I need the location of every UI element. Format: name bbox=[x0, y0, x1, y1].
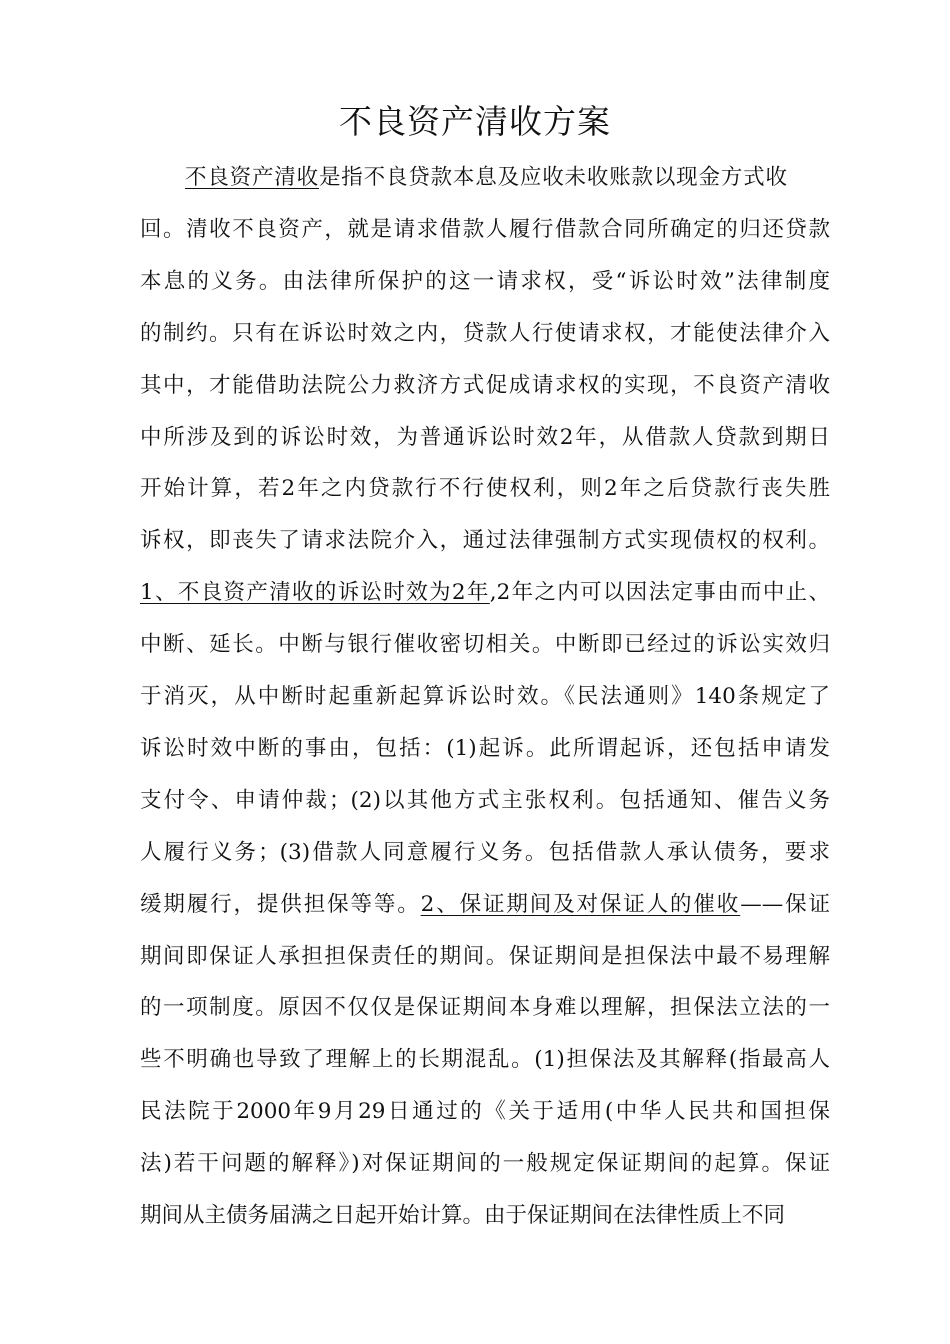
text-line bbox=[140, 679, 830, 715]
text-segment: 回。清收不良资产，就是请求借款人履行借款合同所确定的归还贷款 bbox=[140, 216, 830, 242]
document-title: 不良资产清收方案 bbox=[339, 102, 611, 141]
text-line bbox=[140, 990, 830, 1026]
text-segment: 些不明确也导致了理解上的长期混乱。(1)担保法及其解释(指最高人 bbox=[140, 1047, 830, 1073]
text-segment: 其中，才能借助法院公力救济方式促成请求权的实现，不良资产清收 bbox=[140, 372, 830, 398]
text-segment: 中断、延长。中断与银行催收密切相关。中断即已经过的诉讼实效归 bbox=[140, 632, 830, 658]
text-line bbox=[140, 1042, 830, 1078]
text-line bbox=[140, 368, 830, 404]
underlined-text: 不良资产清收 bbox=[185, 165, 319, 190]
text-segment: 民法院于2000年9月29日通过的《关于适用(中华人民共和国担保 bbox=[140, 1099, 830, 1125]
text-segment: 的制约。只有在诉讼时效之内，贷款人行使请求权，才能使法律介入 bbox=[140, 320, 830, 346]
text-line bbox=[140, 316, 830, 352]
text-line bbox=[140, 835, 830, 871]
text-line bbox=[140, 887, 830, 923]
underlined-text: 2、保证期间及对保证人的催收 bbox=[420, 891, 741, 917]
text-line bbox=[140, 731, 830, 767]
text-segment: 支付令、申请仲裁；(2)以其他方式主张权利。包括通知、催告义务 bbox=[140, 787, 830, 813]
text-segment: 期间即保证人承担担保责任的期间。保证期间是担保法中最不易理解 bbox=[140, 943, 830, 969]
text-line bbox=[140, 523, 830, 559]
text-line bbox=[140, 471, 830, 507]
text-line bbox=[140, 212, 830, 248]
text-segment: 人履行义务；(3)借款人同意履行义务。包括借款人承认债务，要求 bbox=[140, 839, 830, 865]
text-segment: 开始计算，若2年之内贷款行不行使权利，则2年之后贷款行丧失胜 bbox=[140, 476, 830, 502]
text-segment: 诉讼时效中断的事由，包括：(1)起诉。此所谓起诉，还包括申请发 bbox=[140, 735, 830, 761]
text-segment: 诉权，即丧失了请求法院介入，通过法律强制方式实现债权的权利。 bbox=[140, 528, 830, 554]
text-segment: 法)若干问题的解释》)对保证期间的一般规定保证期间的起算。保证 bbox=[140, 1151, 830, 1177]
text-line bbox=[140, 1094, 830, 1130]
text-segment: 是指不良贷款本息及应收未收账款以现金方式收 bbox=[318, 165, 787, 190]
text-segment: 的一项制度。原因不仅仅是保证期间本身难以理解，担保法立法的一 bbox=[140, 995, 830, 1021]
text-line bbox=[140, 420, 830, 456]
text-line bbox=[140, 575, 830, 611]
underlined-text: 1、不良资产清收的诉讼时效为2年 bbox=[140, 580, 490, 606]
text-segment: 于消灭，从中断时起重新起算诉讼时效。《民法通则》140条规定了 bbox=[140, 684, 830, 709]
text-line bbox=[140, 1146, 830, 1182]
text-line bbox=[140, 783, 830, 819]
text-segment: 缓期履行，提供担保等等。 bbox=[140, 891, 421, 917]
text-segment: 期间从主债务届满之日起开始计算。由于保证期间在法律性质上不同 bbox=[140, 1203, 786, 1228]
text-segment: ,2年之内可以因法定事由而中止、 bbox=[489, 580, 830, 606]
text-line bbox=[140, 1198, 830, 1234]
text-segment: 本息的义务。由法律所保护的这一请求权，受“诉讼时效”法律制度 bbox=[140, 268, 830, 294]
text-line bbox=[185, 160, 787, 196]
text-segment: ——保证 bbox=[740, 891, 830, 917]
text-segment: 中所涉及到的诉讼时效，为普通诉讼时效2年，从借款人贷款到期日 bbox=[140, 424, 830, 450]
text-line bbox=[140, 939, 830, 975]
text-line bbox=[140, 627, 830, 663]
text-line bbox=[140, 264, 830, 300]
